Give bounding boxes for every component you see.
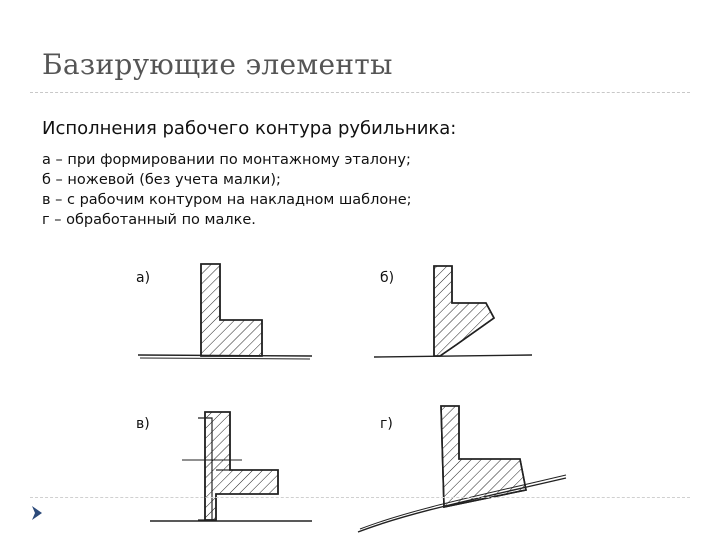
description-line-a: а – при формировании по монтажному эталону;: [42, 152, 411, 168]
slide-title: Базирующие элементы: [42, 48, 393, 81]
slide-bullet-icon: [30, 505, 44, 521]
footer-divider: [30, 497, 690, 498]
figure-label-g: г): [380, 416, 393, 432]
description-line-v: в – с рабочим контуром на накладном шаблоне;: [42, 192, 412, 208]
slide-subtitle: Исполнения рабочего контура рубильника:: [42, 118, 457, 139]
drawing-a: [138, 264, 312, 359]
description-line-g: г – обработанный по малке.: [42, 212, 256, 228]
drawing-b: [374, 266, 532, 357]
description-line-b: б – ножевой (без учета малки);: [42, 172, 281, 188]
figure-label-a: а): [136, 270, 151, 286]
figure-label-v: в): [136, 416, 150, 432]
figure-label-b: б): [380, 270, 395, 286]
drawing-v: [150, 412, 312, 521]
drawing-g: [358, 406, 566, 532]
